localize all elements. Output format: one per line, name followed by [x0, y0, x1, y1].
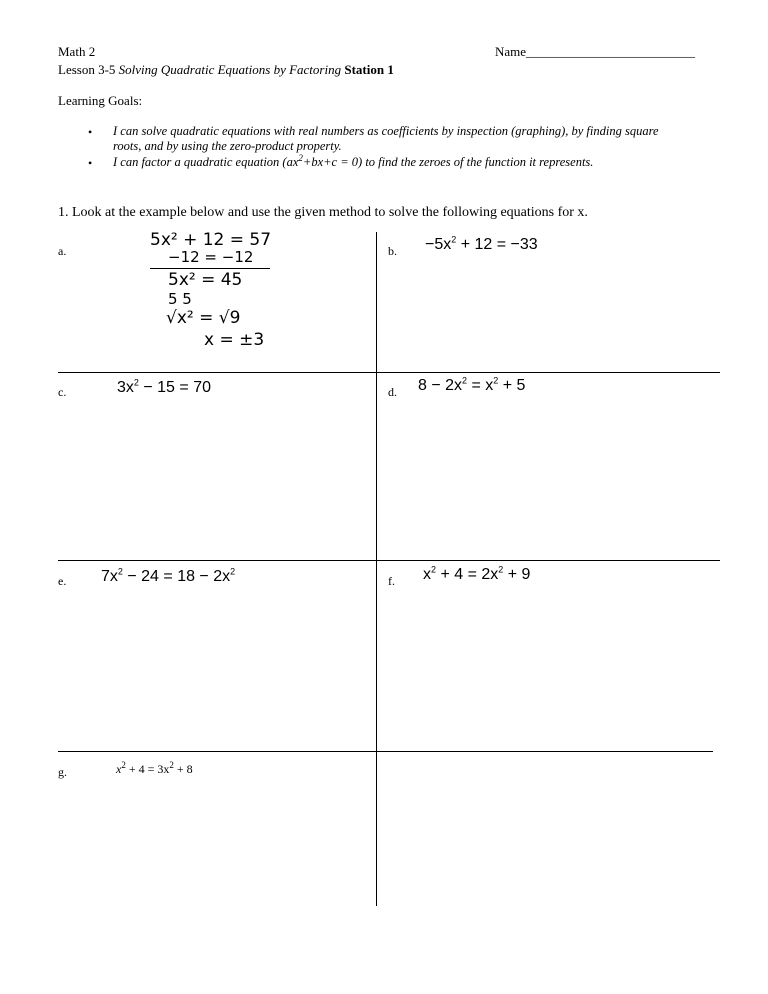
name-blank: __________________________: [526, 44, 696, 59]
work-line-4: 5 5: [168, 290, 192, 308]
problem-e-equation: $7x^2 - 24 = 18 - 2x^2$: [101, 566, 236, 585]
bullet-icon: •: [88, 125, 93, 139]
goal-2: I can factor a quadratic equation $(ax^2+bx+c = 0)$ to find the zeroes of the function it represents.: [113, 152, 594, 169]
problem-f-label: f.: [388, 574, 395, 588]
problem-f-equation: $x^2 + 4 = 2x^2 + 9$: [423, 564, 531, 583]
work-line-2: −12 = −12: [168, 248, 254, 266]
name-field[interactable]: [495, 44, 695, 60]
goal-1: I can solve quadratic equations with real numbers as coefficients by inspection (graphing), by finding square roots, and by using the zero-product property.: [113, 124, 659, 153]
work-line-5: √x² = √9: [166, 308, 241, 328]
example-handwritten-work: [150, 230, 280, 355]
bullet-icon: •: [88, 156, 93, 170]
problem-b-label: b.: [388, 244, 397, 258]
name-label: Name: [495, 44, 527, 59]
work-line-6: x = ±3: [204, 330, 265, 350]
learning-goals-heading: Learning Goals:: [58, 93, 143, 108]
work-underline: [150, 268, 270, 269]
question-1: 1. Look at the example below and use the given method to solve the following equations for x.: [58, 205, 588, 220]
problem-a-label: a.: [58, 244, 67, 258]
problem-e-label: e.: [58, 574, 67, 588]
row-divider-1: [58, 372, 720, 373]
problem-c-label: c.: [58, 385, 67, 399]
problem-d-label: d.: [388, 385, 397, 399]
work-line-3: 5x² = 45: [168, 270, 243, 290]
lesson-title: Lesson 3-5 Solving Quadratic Equations by Factoring Station 1: [58, 62, 394, 77]
work-line-1: 5x² + 12 = 57: [150, 230, 272, 250]
problem-g-label: g.: [58, 765, 67, 779]
row-divider-2: [58, 560, 720, 561]
vertical-divider: [376, 232, 377, 906]
row-divider-3: [58, 751, 713, 752]
problem-c-equation: $3x^2 - 15 = 70$: [117, 377, 211, 396]
problem-b-equation: $-5x^2 + 12 = -33$: [425, 234, 538, 253]
problem-d-equation: $8 - 2x^2 = x^2 + 5$: [418, 375, 526, 394]
problem-g-equation: $x^2 + 4 = 3x^2 + 8$: [116, 760, 193, 776]
course-title: Math 2: [58, 44, 96, 59]
